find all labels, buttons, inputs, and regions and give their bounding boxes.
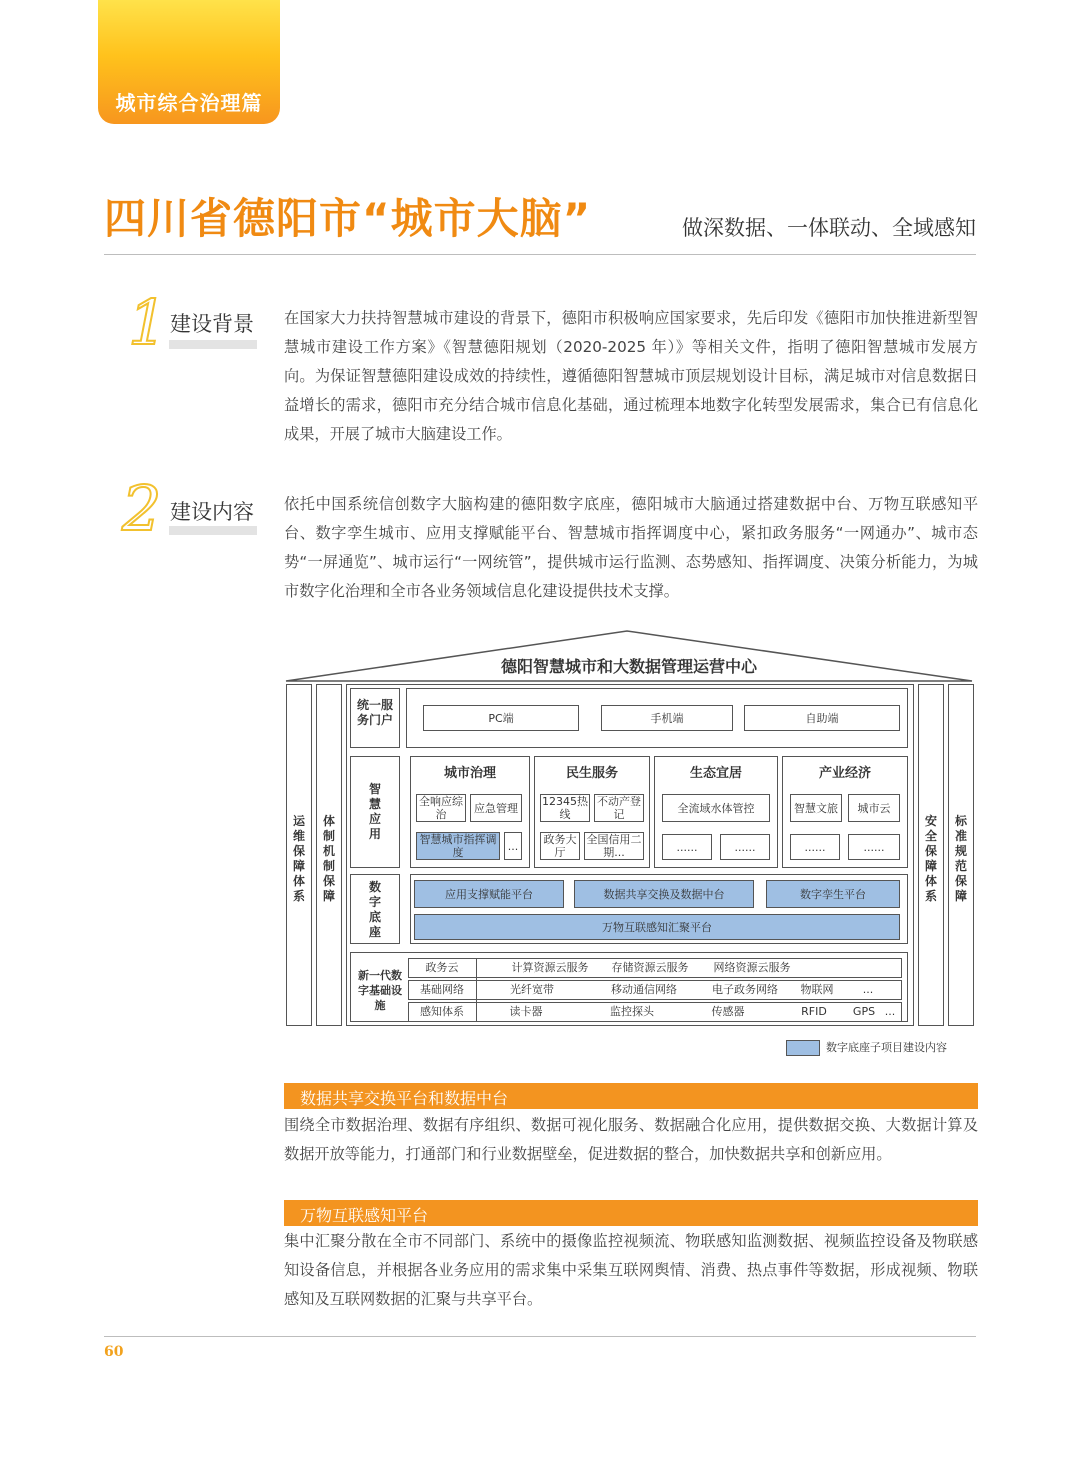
section-number-2: 2 (122, 472, 162, 545)
base-label: 数字底座 (368, 880, 381, 939)
infra-cloud-item-3: 网络资源云服务 (713, 961, 791, 974)
section-underline-2 (169, 526, 257, 535)
infra-divider (476, 958, 477, 1022)
app-group-city-title: 城市治理 (443, 766, 496, 781)
title-divider (104, 254, 976, 255)
infra-network-item-1: 光纤宽带 (510, 983, 554, 996)
left-pillar-1-label: 运维保障体系 (292, 814, 305, 903)
app-ind-item-4: ...... (848, 834, 900, 860)
section-heading-2: 建设内容 (170, 500, 254, 524)
footer-divider (104, 1336, 976, 1337)
right-pillar-2-label: 标准规范保障 (954, 814, 967, 903)
infra-sensing-item-3: 传感器 (711, 1005, 745, 1018)
app-live-item-1: 12345热线 (542, 795, 588, 821)
base-item-support-platform: 应用支撑赋能平台 (414, 880, 564, 908)
section-bar-data-hub-label: 数据共享交换平台和数据中台 (300, 1089, 509, 1108)
infra-label: 新一代数字基础设施 (358, 969, 402, 1012)
block-text-iot: 集中汇聚分散在全市不同部门、系统中的摄像监控视频流、物联感知监测数据、视频监控设备及物联感知设备信息，并根据各业务应用的需求集中采集互联网舆情、消费、热点事件等数据，形成视频、物联感知及互联网数据的汇聚与共享平台。 (284, 1232, 978, 1308)
app-ind-item-2: 城市云 (848, 794, 900, 822)
legend-swatch (786, 1040, 820, 1056)
portal-pc: PC端 (423, 705, 579, 731)
infra-network-item-2: 移动通信网络 (611, 983, 677, 996)
roof-title: 德阳智慧城市和大数据管理运营中心 (500, 657, 757, 676)
infra-sensing-item-6: ... (884, 1005, 896, 1018)
app-eco-item-3: ...... (720, 834, 770, 860)
section-text-1: 在国家大力扶持智慧城市建设的背景下，德阳市积极响应国家要求，先后印发《德阳市加快推进新型智慧城市建设工作方案》《智慧德阳规划（2020-2025 年）》等相关文件，指明了德阳智慧城市发展方向。为保证智慧德阳建设成效的持续性，遵循德阳智慧城市顶层规划设计目标，满足城市对信息数据日益增长的需求，德阳市充分结合城市信息化基础，通过梳理本地数字化转型发展需求，集合已有信息化成果，开展了城市大脑建设工作。 (284, 309, 978, 443)
section-bar-data-hub (284, 1083, 978, 1109)
app-group-industry-title: 产业经济 (818, 766, 871, 781)
infra-sensing-item-5: GPS (852, 1005, 876, 1018)
infra-cloud-name: 政务云 (425, 961, 459, 974)
app-live-item-2: 不动产登记 (594, 794, 644, 822)
section-number-1: 1 (128, 286, 168, 359)
apps-label: 智慧应用 (368, 782, 381, 841)
infra-network-item-5: ... (862, 983, 874, 996)
infra-sensing-item-4: RFID (801, 1005, 827, 1018)
category-tab (98, 0, 280, 124)
base-item-iot-platform: 万物互联感知汇聚平台 (414, 914, 900, 940)
base-item-digital-twin: 数字孪生平台 (766, 880, 900, 908)
section-heading-1: 建设背景 (170, 312, 254, 336)
right-pillar-1-label: 安全保障体系 (924, 814, 937, 903)
infra-network-item-4: 物联网 (800, 983, 834, 996)
section-underline-1 (169, 340, 257, 349)
portal-kiosk: 自助端 (744, 705, 900, 731)
app-eco-item-1: 全流域水体管控 (662, 794, 770, 822)
app-live-item-4: 全国信用二期... (584, 832, 644, 860)
base-item-data-hub: 数据共享交换及数据中台 (574, 880, 754, 908)
app-city-item-4: ... (504, 832, 522, 860)
page-title: 四川省德阳市“城市大脑” (104, 194, 592, 243)
legend-label: 数字底座子项目建设内容 (826, 1041, 947, 1054)
section-bar-iot (284, 1200, 978, 1226)
left-pillar-2-label: 体制机制保障 (322, 814, 335, 903)
architecture-diagram (284, 628, 980, 1068)
app-city-item-3: 智慧城市指挥调度 (416, 832, 500, 860)
portal-mobile: 手机端 (601, 705, 733, 731)
infra-network-name: 基础网络 (420, 983, 464, 996)
infra-network-item-3: 电子政务网络 (712, 983, 778, 996)
section-bar-iot-label: 万物互联感知平台 (300, 1206, 429, 1225)
infra-sensing-item-2: 监控探头 (610, 1005, 654, 1018)
block-text-data-hub: 围绕全市数据治理、数据有序组织、数据可视化服务、数据融合化应用，提供数据交换、大数据计算及数据开放等能力，打通部门和行业数据壁垒，促进数据的整合，加快数据共享和创新应用。 (284, 1116, 978, 1163)
portal-label: 统一服务门户 (356, 698, 393, 727)
category-tab-label: 城市综合治理篇 (115, 91, 263, 115)
infra-cloud-item-2: 存储资源云服务 (611, 961, 689, 974)
section-text-2: 依托中国系统信创数字大脑构建的德阳数字底座，德阳城市大脑通过搭建数据中台、万物互联感知平台、数字孪生城市、应用支撑赋能平台、智慧城市指挥调度中心，紧扣政务服务“一网通办”、城市态势“一屏通览”、城市运行“一网统管”，提供城市运行监测、态势感知、指挥调度、决策分析能力，为城市数字化治理和全市各业务领域信息化建设提供技术支撑。 (284, 495, 978, 600)
page-number: 60 (104, 1344, 124, 1360)
app-group-livelihood-title: 民生服务 (565, 766, 618, 781)
app-ind-item-1: 智慧文旅 (790, 794, 842, 822)
infra-cloud-item-1: 计算资源云服务 (511, 961, 589, 974)
infra-sensing-name: 感知体系 (420, 1005, 464, 1018)
app-city-item-2: 应急管理 (470, 794, 522, 822)
app-group-eco-title: 生态宜居 (689, 766, 742, 781)
infra-sensing-item-1: 读卡器 (509, 1005, 543, 1018)
app-eco-item-2: ...... (662, 834, 712, 860)
app-live-item-3: 政务大厅 (540, 832, 580, 860)
app-ind-item-3: ...... (790, 834, 840, 860)
page-subtitle: 做深数据、一体联动、全域感知 (682, 216, 976, 240)
app-city-item-1: 全响应综治 (416, 794, 466, 822)
